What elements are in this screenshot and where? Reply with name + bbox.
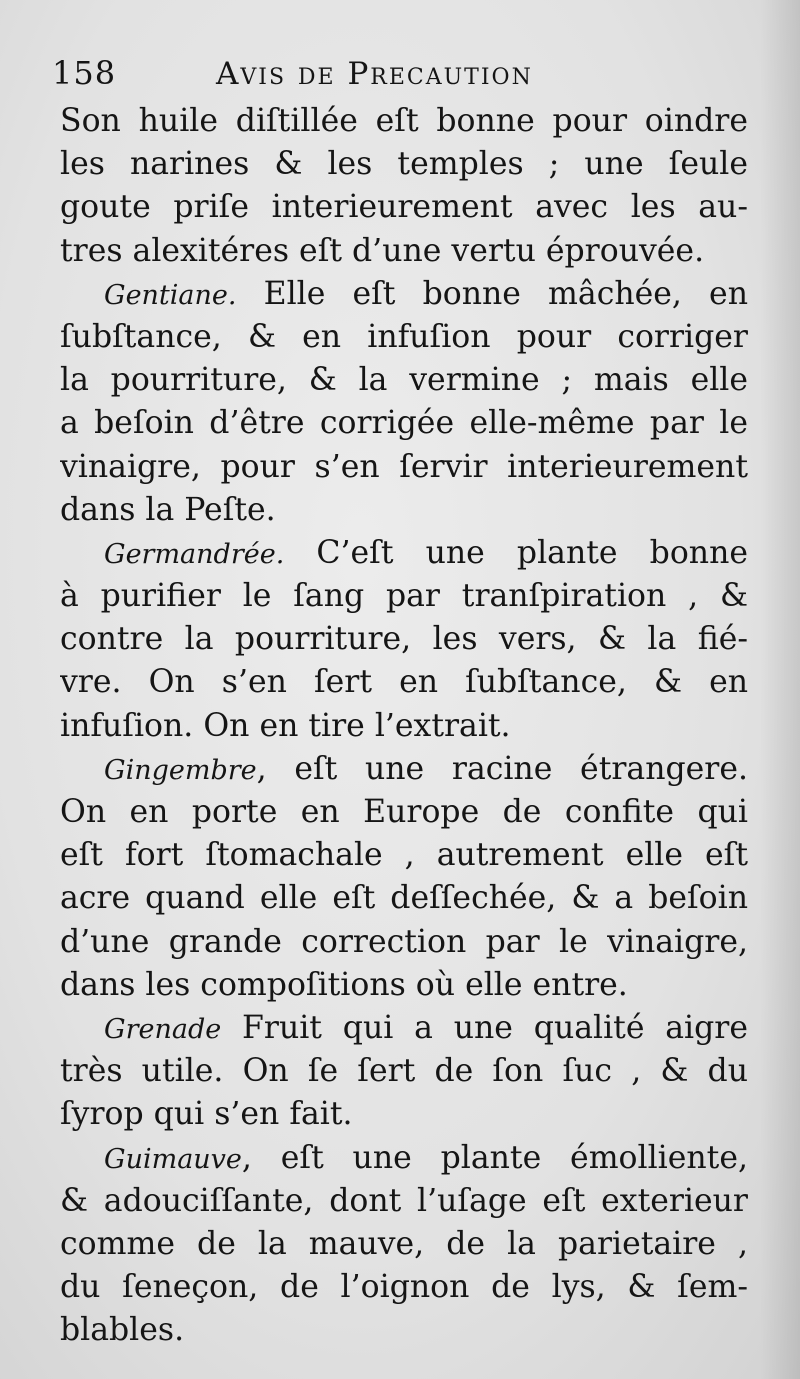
text-line	[60, 1050, 748, 1093]
line-text: vre. On s’en ſert en ſubſtance, & en	[60, 664, 748, 701]
text-line	[60, 273, 748, 316]
line-text: dans les compoſitions où elle entre.	[60, 966, 628, 1003]
text-line	[60, 921, 748, 964]
text-line	[60, 489, 748, 532]
line-text: d’une grande correction par le vinaigre,	[60, 923, 748, 960]
line-text: ſyrop qui s’en fait.	[60, 1096, 353, 1133]
line-text: les narines & les temples ; une ſeule	[60, 146, 748, 183]
line-text: tres alexitéres eſt d’une vertu éprouvée.	[60, 232, 705, 269]
text-line	[60, 877, 748, 920]
line-text: à purifier le ſang par tranſpiration , &	[60, 578, 748, 615]
entry-term: Grenade	[104, 1013, 222, 1045]
line-text: & adouciſſante, dont l’uſage eſt exterieur	[60, 1182, 748, 1219]
line-text: dans la Peſte.	[60, 491, 276, 528]
text-line	[60, 1223, 748, 1266]
line-text: vinaigre, pour s’en ſervir interieurement	[60, 448, 748, 485]
text-line	[60, 1007, 748, 1050]
text-line	[60, 661, 748, 704]
text-line	[60, 316, 748, 359]
text-line	[60, 791, 748, 834]
text-line	[60, 748, 748, 791]
text-line	[60, 532, 748, 575]
entry-term: Germandrée.	[104, 538, 285, 570]
line-text: On en porte en Europe de confite qui	[60, 794, 748, 830]
line-text: Fruit qui a une qualité aigre	[221, 1009, 748, 1046]
line-text: Son huile diſtillée eſt bonne pour oindre	[60, 103, 748, 139]
text-line	[60, 143, 748, 186]
line-text: blables.	[60, 1312, 185, 1349]
entry-term: Guimauve	[104, 1143, 242, 1175]
line-text: Elle eſt bonne mâchée, en	[236, 275, 748, 312]
line-text: , eſt une plante émolliente,	[241, 1139, 748, 1176]
line-text: goute priſe interieurement avec les au-	[60, 189, 748, 226]
line-text: comme de la mauve, de la parietaire ,	[60, 1225, 748, 1262]
text-line	[60, 100, 748, 143]
line-text: , eſt une racine étrangere.	[256, 750, 748, 787]
line-text: ſubſtance, & en infuſion pour corriger	[60, 318, 748, 355]
text-line	[60, 1266, 748, 1309]
text-line	[60, 1180, 748, 1223]
line-text: du ſeneçon, de l’oignon de lys, & ſem-	[60, 1269, 748, 1306]
running-title: Avis de Precaution	[216, 56, 533, 92]
line-text: C’eſt une plante bonne	[284, 534, 748, 571]
text-line	[60, 1309, 748, 1352]
line-text: très utile. On ſe ſert de ſon ſuc , & du	[60, 1053, 748, 1090]
text-line	[60, 186, 748, 229]
line-text: eſt fort ſtomachale , autrement elle eſt	[60, 837, 748, 874]
text-line	[60, 446, 748, 489]
entry-term: Gingembre	[104, 754, 257, 786]
text-line	[60, 834, 748, 877]
text-line	[60, 230, 748, 273]
line-text: la pourriture, & la vermine ; mais elle	[60, 362, 748, 399]
text-line	[60, 575, 748, 618]
text-line	[60, 618, 748, 661]
line-text: infuſion. On en tire l’extrait.	[60, 707, 511, 744]
line-text: contre la pourriture, les vers, & la fié-	[60, 621, 748, 658]
text-line	[60, 402, 748, 445]
line-text: acre quand elle eſt deſſechée, & a beſoin	[60, 880, 748, 917]
text-line	[60, 1093, 748, 1136]
text-line	[60, 964, 748, 1007]
body-text	[60, 100, 748, 1352]
entry-term: Gentiane.	[104, 279, 237, 311]
page-header	[52, 46, 752, 96]
text-line	[60, 1137, 748, 1180]
text-line	[60, 359, 748, 402]
text-line	[60, 705, 748, 748]
page-number: 158	[52, 54, 117, 92]
line-text: a beſoin d’être corrigée elle-même par le	[60, 405, 748, 442]
